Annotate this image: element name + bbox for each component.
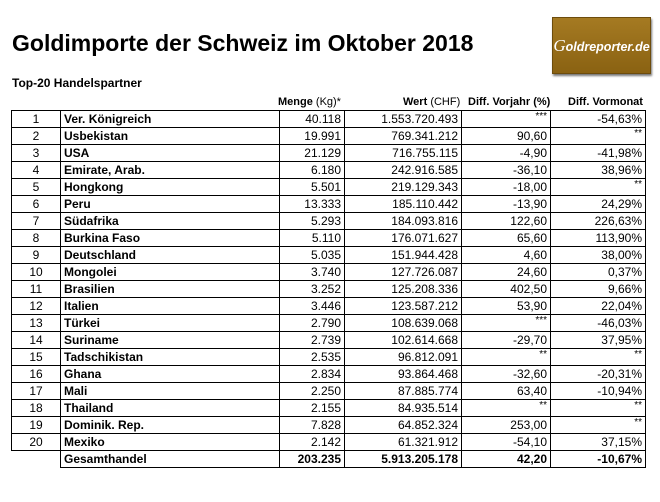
logo-text: Goldreporter.de [553,35,650,55]
wert-cell: 87.885.774 [345,383,462,400]
total-vormonat-cell: -10,67% [551,451,646,468]
rank-cell: 7 [12,213,61,230]
menge-cell: 40.118 [280,111,345,128]
country-cell: USA [61,145,280,162]
wert-cell: 184.093.816 [345,213,462,230]
table-row [12,128,646,145]
vormonat-cell: 37,15% [551,434,646,451]
header-wert [403,96,460,108]
table-row [12,196,646,213]
country-cell: Deutschland [61,247,280,264]
vorjahr-cell: -29,70 [462,332,551,349]
header-menge-label: Menge [278,96,313,108]
country-cell: Ver. Königreich [61,111,280,128]
header-vorjahr: Diff. Vorjahr (%) [468,96,551,108]
wert-cell: 176.071.627 [345,230,462,247]
vormonat-cell: -46,03% [551,315,646,332]
wert-cell: 102.614.668 [345,332,462,349]
menge-cell: 5.110 [280,230,345,247]
menge-cell: 2.155 [280,400,345,417]
menge-cell: 2.790 [280,315,345,332]
rank-cell: 19 [12,417,61,434]
goldreporter-logo [552,17,651,74]
header-menge [278,96,341,108]
vormonat-cell: 22,04% [551,298,646,315]
menge-cell: 2.834 [280,366,345,383]
wert-cell: 769.341.212 [345,128,462,145]
total-row [12,451,646,468]
rank-cell: 3 [12,145,61,162]
wert-cell: 127.726.087 [345,264,462,281]
header-menge-unit: (Kg)* [315,96,341,108]
total-label-cell: Gesamthandel [61,451,280,468]
vorjahr-cell: -36,10 [462,162,551,179]
header-wert-label: Wert [403,96,428,108]
vorjahr-cell: -4,90 [462,145,551,162]
vorjahr-cell: 63,40 [462,383,551,400]
vormonat-cell: ** [551,179,646,196]
menge-cell: 2.739 [280,332,345,349]
total-menge-cell: 203.235 [280,451,345,468]
menge-cell: 2.250 [280,383,345,400]
vormonat-cell: -41,98% [551,145,646,162]
table-row [12,383,646,400]
wert-cell: 61.321.912 [345,434,462,451]
header-wert-unit: (CHF) [430,96,461,108]
country-cell: Türkei [61,315,280,332]
vorjahr-cell: 53,90 [462,298,551,315]
country-cell: Südafrika [61,213,280,230]
vorjahr-cell: 24,60 [462,264,551,281]
wert-cell: 93.864.468 [345,366,462,383]
menge-cell: 13.333 [280,196,345,213]
rank-cell: 6 [12,196,61,213]
rank-cell: 15 [12,349,61,366]
rank-cell: 10 [12,264,61,281]
country-cell: Suriname [61,332,280,349]
vorjahr-cell: 402,50 [462,281,551,298]
rank-cell: 8 [12,230,61,247]
vormonat-cell: ** [551,349,646,366]
wert-cell: 84.935.514 [345,400,462,417]
vormonat-cell: -20,31% [551,366,646,383]
rank-cell: 17 [12,383,61,400]
total-vorjahr-cell: 42,20 [462,451,551,468]
vorjahr-cell: -18,00 [462,179,551,196]
table-row [12,111,646,128]
menge-cell: 19.991 [280,128,345,145]
rank-cell: 5 [12,179,61,196]
table-row [12,230,646,247]
table-subtitle: Top-20 Handelspartner [12,76,142,90]
menge-cell: 5.501 [280,179,345,196]
rank-cell: 20 [12,434,61,451]
menge-cell: 5.035 [280,247,345,264]
vorjahr-cell: *** [462,315,551,332]
vorjahr-cell: 122,60 [462,213,551,230]
rank-cell: 11 [12,281,61,298]
wert-cell: 219.129.343 [345,179,462,196]
menge-cell: 6.180 [280,162,345,179]
table-row [12,315,646,332]
rank-cell: 12 [12,298,61,315]
country-cell: Usbekistan [61,128,280,145]
table-row [12,366,646,383]
country-cell: Emirate, Arab. [61,162,280,179]
country-cell: Burkina Faso [61,230,280,247]
vormonat-cell: -10,94% [551,383,646,400]
wert-cell: 151.944.428 [345,247,462,264]
vorjahr-cell: 253,00 [462,417,551,434]
vorjahr-cell: 90,60 [462,128,551,145]
wert-cell: 123.587.212 [345,298,462,315]
wert-cell: 1.553.720.493 [345,111,462,128]
wert-cell: 716.755.115 [345,145,462,162]
vorjahr-cell: -32,60 [462,366,551,383]
rank-cell: 2 [12,128,61,145]
vorjahr-cell: 65,60 [462,230,551,247]
menge-cell: 5.293 [280,213,345,230]
rank-cell: 18 [12,400,61,417]
vormonat-cell: 226,63% [551,213,646,230]
country-cell: Mali [61,383,280,400]
menge-cell: 3.446 [280,298,345,315]
wert-cell: 125.208.336 [345,281,462,298]
country-cell: Tadschikistan [61,349,280,366]
vormonat-cell: 113,90% [551,230,646,247]
vormonat-cell: 38,00% [551,247,646,264]
vormonat-cell: -54,63% [551,111,646,128]
table-row [12,434,646,451]
vormonat-cell: 9,66% [551,281,646,298]
vormonat-cell: ** [551,128,646,145]
menge-cell: 3.252 [280,281,345,298]
country-cell: Thailand [61,400,280,417]
country-cell: Hongkong [61,179,280,196]
vorjahr-cell: ** [462,400,551,417]
table-row [12,281,646,298]
menge-cell: 3.740 [280,264,345,281]
table-row [12,400,646,417]
table-row [12,179,646,196]
table-row [12,247,646,264]
vorjahr-cell: *** [462,111,551,128]
table-row [12,162,646,179]
rank-cell: 13 [12,315,61,332]
rank-cell: 4 [12,162,61,179]
table-row [12,349,646,366]
table-row [12,145,646,162]
vormonat-cell: 0,37% [551,264,646,281]
vormonat-cell: 37,95% [551,332,646,349]
rank-cell: 9 [12,247,61,264]
total-blank-cell [12,451,61,468]
table-row [12,264,646,281]
vormonat-cell: 24,29% [551,196,646,213]
country-cell: Mongolei [61,264,280,281]
rank-cell: 14 [12,332,61,349]
vorjahr-cell: 4,60 [462,247,551,264]
total-wert-cell: 5.913.205.178 [345,451,462,468]
menge-cell: 7.828 [280,417,345,434]
page-title: Goldimporte der Schweiz im Oktober 2018 [12,30,474,56]
country-cell: Italien [61,298,280,315]
country-cell: Peru [61,196,280,213]
country-cell: Mexiko [61,434,280,451]
rank-cell: 1 [12,111,61,128]
table-row [12,332,646,349]
table-row [12,213,646,230]
wert-cell: 242.916.585 [345,162,462,179]
wert-cell: 108.639.068 [345,315,462,332]
menge-cell: 2.535 [280,349,345,366]
table-row [12,298,646,315]
vorjahr-cell: -54,10 [462,434,551,451]
wert-cell: 185.110.442 [345,196,462,213]
country-cell: Brasilien [61,281,280,298]
country-cell: Dominik. Rep. [61,417,280,434]
table-row [12,417,646,434]
vormonat-cell: ** [551,400,646,417]
vormonat-cell: ** [551,417,646,434]
menge-cell: 2.142 [280,434,345,451]
wert-cell: 96.812.091 [345,349,462,366]
country-cell: Ghana [61,366,280,383]
menge-cell: 21.129 [280,145,345,162]
header-vormonat: Diff. Vormonat [568,96,643,108]
trade-partner-table [11,110,646,468]
vorjahr-cell: ** [462,349,551,366]
rank-cell: 16 [12,366,61,383]
wert-cell: 64.852.324 [345,417,462,434]
vormonat-cell: 38,96% [551,162,646,179]
vorjahr-cell: -13,90 [462,196,551,213]
